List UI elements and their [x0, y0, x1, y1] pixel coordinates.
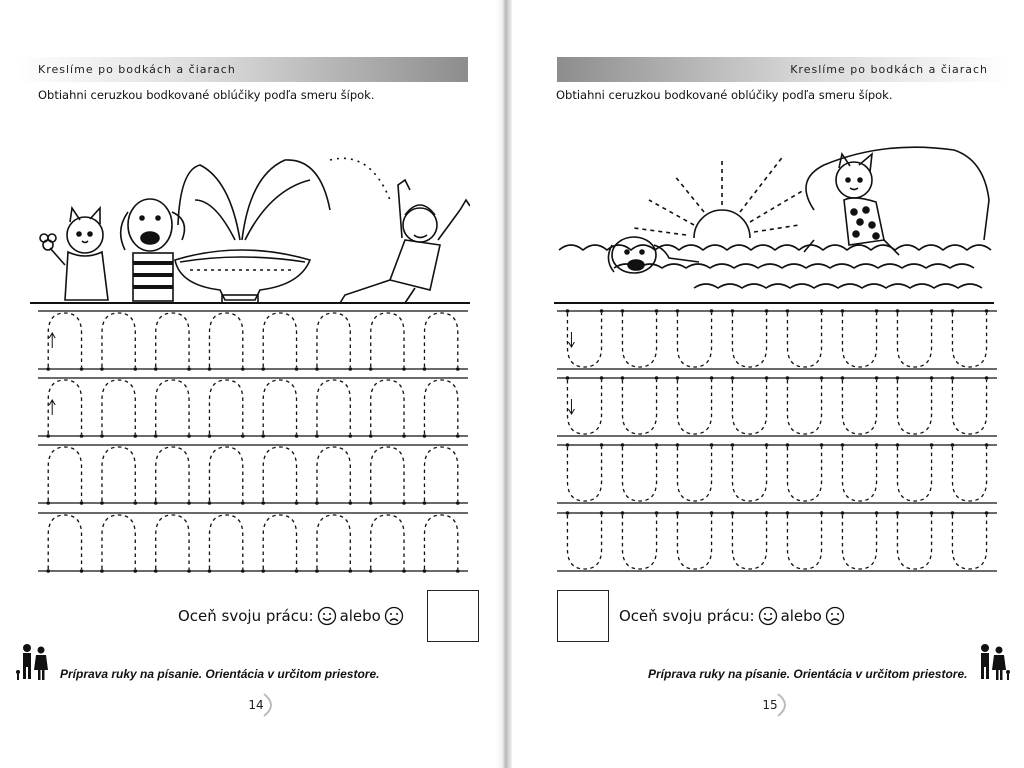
start-dot — [154, 501, 158, 505]
start-dot — [731, 511, 735, 515]
dotted-arch[interactable] — [317, 515, 350, 569]
dotted-arch[interactable] — [48, 380, 81, 434]
start-dot — [261, 367, 265, 371]
start-dot — [154, 367, 158, 371]
start-dot — [841, 376, 845, 380]
end-dot — [765, 443, 769, 447]
dotted-arch[interactable] — [677, 380, 711, 434]
end-dot — [80, 434, 84, 438]
end-dot — [930, 443, 934, 447]
end-dot — [456, 501, 460, 505]
end-dot — [402, 367, 406, 371]
end-dot — [187, 367, 191, 371]
start-dot — [786, 443, 790, 447]
header-title: Kreslíme po bodkách a čiarach — [790, 63, 988, 76]
start-dot — [100, 434, 104, 438]
start-dot — [100, 367, 104, 371]
instruction-text: Obtiahni ceruzkou bodkované oblúčiky podľa smeru šípok. — [556, 88, 893, 102]
end-dot — [187, 569, 191, 573]
end-dot — [930, 376, 934, 380]
end-dot — [348, 367, 352, 371]
end-dot — [875, 376, 879, 380]
end-dot — [402, 501, 406, 505]
dotted-arch[interactable] — [732, 515, 766, 569]
dotted-arch[interactable] — [156, 515, 189, 569]
rating-label: Oceň svoju prácu: — [178, 607, 314, 625]
dotted-arch[interactable] — [842, 380, 876, 434]
end-dot — [348, 434, 352, 438]
end-dot — [820, 376, 824, 380]
end-dot — [133, 367, 137, 371]
start-dot — [621, 443, 625, 447]
start-dot — [208, 434, 212, 438]
start-dot — [896, 376, 900, 380]
dotted-arch[interactable] — [622, 447, 656, 501]
end-dot — [875, 443, 879, 447]
dotted-arch[interactable] — [156, 380, 189, 434]
start-dot — [315, 569, 319, 573]
dotted-arch[interactable] — [787, 447, 821, 501]
page-number-arc — [748, 692, 792, 718]
dotted-arch[interactable] — [156, 447, 189, 501]
sad-face-icon[interactable] — [825, 606, 845, 626]
start-dot — [261, 434, 265, 438]
start-dot — [896, 443, 900, 447]
dotted-arch[interactable] — [102, 447, 135, 501]
seaside-illustration — [554, 140, 994, 310]
footer-caption: Príprava ruky na písanie. Orientácia v určitom priestore. — [60, 667, 380, 681]
dotted-arch[interactable] — [842, 515, 876, 569]
direction-arrow-icon — [49, 333, 55, 348]
sad-face-icon[interactable] — [384, 606, 404, 626]
end-dot — [820, 511, 824, 515]
book-spine — [496, 0, 512, 768]
start-dot — [369, 367, 373, 371]
end-dot — [985, 443, 989, 447]
start-dot — [46, 434, 50, 438]
end-dot — [348, 501, 352, 505]
end-dot — [295, 569, 299, 573]
end-dot — [348, 569, 352, 573]
start-dot — [208, 501, 212, 505]
start-dot — [731, 443, 735, 447]
children-icon — [14, 640, 54, 684]
end-dot — [80, 569, 84, 573]
tracing-grid — [38, 303, 468, 578]
end-dot — [765, 309, 769, 313]
dotted-arch[interactable] — [317, 447, 350, 501]
dotted-arch[interactable] — [567, 447, 601, 501]
rating-box[interactable] — [427, 590, 479, 642]
dotted-arch[interactable] — [263, 515, 296, 569]
end-dot — [985, 309, 989, 313]
end-dot — [402, 434, 406, 438]
page-header — [18, 57, 468, 82]
start-dot — [423, 434, 427, 438]
dotted-arch[interactable] — [209, 380, 242, 434]
dotted-arch[interactable] — [209, 515, 242, 569]
left-page — [0, 0, 500, 768]
start-dot — [951, 443, 955, 447]
end-dot — [710, 511, 714, 515]
start-dot — [676, 511, 680, 515]
start-dot — [261, 569, 265, 573]
end-dot — [456, 367, 460, 371]
end-dot — [655, 376, 659, 380]
start-dot — [315, 501, 319, 505]
end-dot — [820, 443, 824, 447]
end-dot — [655, 309, 659, 313]
start-dot — [315, 434, 319, 438]
dotted-arch[interactable] — [897, 515, 931, 569]
start-dot — [676, 376, 680, 380]
start-dot — [208, 367, 212, 371]
start-dot — [423, 569, 427, 573]
end-dot — [985, 376, 989, 380]
start-dot — [369, 501, 373, 505]
dotted-arch[interactable] — [842, 313, 876, 367]
start-dot — [566, 511, 570, 515]
footer-caption: Príprava ruky na písanie. Orientácia v určitom priestore. — [648, 667, 968, 681]
dotted-arch[interactable] — [48, 447, 81, 501]
dotted-arch[interactable] — [952, 313, 986, 367]
start-dot — [731, 309, 735, 313]
dotted-arch[interactable] — [897, 313, 931, 367]
end-dot — [820, 309, 824, 313]
dotted-arch[interactable] — [424, 313, 457, 367]
dotted-arch[interactable] — [787, 515, 821, 569]
start-dot — [621, 511, 625, 515]
start-dot — [566, 376, 570, 380]
direction-arrow-icon — [568, 399, 574, 414]
dotted-arch[interactable] — [567, 380, 601, 434]
end-dot — [241, 569, 245, 573]
dotted-arch[interactable] — [952, 447, 986, 501]
end-dot — [241, 434, 245, 438]
smiley-face-icon[interactable] — [758, 606, 778, 626]
smiley-face-icon[interactable] — [317, 606, 337, 626]
start-dot — [951, 376, 955, 380]
dotted-arch[interactable] — [732, 380, 766, 434]
dotted-arch[interactable] — [622, 380, 656, 434]
dotted-arch[interactable] — [424, 515, 457, 569]
end-dot — [295, 434, 299, 438]
start-dot — [951, 309, 955, 313]
end-dot — [80, 501, 84, 505]
start-dot — [261, 501, 265, 505]
page-number-text: 14 — [248, 698, 264, 712]
rating-or: alebo — [339, 607, 381, 625]
start-dot — [154, 434, 158, 438]
start-dot — [786, 376, 790, 380]
dotted-arch[interactable] — [102, 380, 135, 434]
page-number — [748, 692, 792, 718]
dotted-arch[interactable] — [952, 515, 986, 569]
dotted-arch[interactable] — [622, 313, 656, 367]
dotted-arch[interactable] — [263, 447, 296, 501]
dotted-arch[interactable] — [317, 380, 350, 434]
dotted-arch[interactable] — [842, 447, 876, 501]
start-dot — [841, 511, 845, 515]
end-dot — [655, 443, 659, 447]
dotted-arch[interactable] — [317, 313, 350, 367]
dotted-arch[interactable] — [102, 313, 135, 367]
tracing-grid — [557, 303, 997, 578]
dotted-arch[interactable] — [102, 515, 135, 569]
dotted-arch[interactable] — [952, 380, 986, 434]
rating-label: Oceň svoju prácu: — [619, 607, 755, 625]
dotted-arch[interactable] — [48, 515, 81, 569]
start-dot — [621, 376, 625, 380]
start-dot — [100, 569, 104, 573]
page-number — [234, 692, 278, 718]
start-dot — [951, 511, 955, 515]
dotted-arch[interactable] — [787, 380, 821, 434]
end-dot — [600, 443, 604, 447]
dotted-arch[interactable] — [371, 380, 404, 434]
self-rating — [557, 590, 848, 642]
end-dot — [875, 309, 879, 313]
dotted-arch[interactable] — [677, 447, 711, 501]
start-dot — [896, 511, 900, 515]
dotted-arch[interactable] — [567, 313, 601, 367]
start-dot — [896, 309, 900, 313]
end-dot — [600, 376, 604, 380]
start-dot — [731, 376, 735, 380]
header-title: Kreslíme po bodkách a čiarach — [38, 63, 236, 76]
page-header — [557, 57, 1010, 82]
dotted-arch[interactable] — [156, 313, 189, 367]
start-dot — [100, 501, 104, 505]
fountain-illustration — [30, 140, 470, 310]
end-dot — [187, 434, 191, 438]
dotted-arch[interactable] — [677, 515, 711, 569]
start-dot — [676, 443, 680, 447]
start-dot — [786, 309, 790, 313]
end-dot — [133, 569, 137, 573]
dotted-arch[interactable] — [263, 313, 296, 367]
end-dot — [295, 367, 299, 371]
dotted-arch[interactable] — [622, 515, 656, 569]
start-dot — [676, 309, 680, 313]
rating-or: alebo — [780, 607, 822, 625]
start-dot — [369, 434, 373, 438]
end-dot — [710, 443, 714, 447]
start-dot — [566, 309, 570, 313]
dotted-arch[interactable] — [732, 313, 766, 367]
start-dot — [46, 367, 50, 371]
end-dot — [80, 367, 84, 371]
start-dot — [423, 367, 427, 371]
end-dot — [765, 511, 769, 515]
end-dot — [295, 501, 299, 505]
dotted-arch[interactable] — [897, 447, 931, 501]
dotted-arch[interactable] — [567, 515, 601, 569]
end-dot — [133, 501, 137, 505]
self-rating — [178, 590, 479, 642]
end-dot — [402, 569, 406, 573]
start-dot — [786, 511, 790, 515]
dotted-arch[interactable] — [787, 313, 821, 367]
dotted-arch[interactable] — [371, 515, 404, 569]
end-dot — [985, 511, 989, 515]
start-dot — [315, 367, 319, 371]
instruction-text: Obtiahni ceruzkou bodkované oblúčiky podľa smeru šípok. — [38, 88, 375, 102]
dotted-arch[interactable] — [677, 313, 711, 367]
start-dot — [46, 569, 50, 573]
end-dot — [133, 434, 137, 438]
dotted-arch[interactable] — [209, 313, 242, 367]
end-dot — [600, 309, 604, 313]
right-page — [512, 0, 1024, 768]
end-dot — [456, 434, 460, 438]
end-dot — [875, 511, 879, 515]
start-dot — [841, 443, 845, 447]
dotted-arch[interactable] — [263, 380, 296, 434]
dotted-arch[interactable] — [732, 447, 766, 501]
direction-arrow-icon — [49, 400, 55, 415]
start-dot — [46, 501, 50, 505]
dotted-arch[interactable] — [371, 313, 404, 367]
dotted-arch[interactable] — [424, 380, 457, 434]
start-dot — [369, 569, 373, 573]
dotted-arch[interactable] — [897, 380, 931, 434]
start-dot — [841, 309, 845, 313]
end-dot — [765, 376, 769, 380]
end-dot — [241, 367, 245, 371]
page-number-text: 15 — [762, 698, 778, 712]
end-dot — [456, 569, 460, 573]
end-dot — [710, 376, 714, 380]
children-icon — [972, 640, 1012, 684]
end-dot — [930, 511, 934, 515]
end-dot — [241, 501, 245, 505]
end-dot — [710, 309, 714, 313]
dotted-arch[interactable] — [424, 447, 457, 501]
end-dot — [600, 511, 604, 515]
start-dot — [423, 501, 427, 505]
rating-box[interactable] — [557, 590, 609, 642]
end-dot — [187, 501, 191, 505]
end-dot — [655, 511, 659, 515]
dotted-arch[interactable] — [371, 447, 404, 501]
direction-arrow-icon — [568, 332, 574, 347]
page-number-arc — [234, 692, 278, 718]
start-dot — [621, 309, 625, 313]
start-dot — [208, 569, 212, 573]
start-dot — [566, 443, 570, 447]
dotted-arch[interactable] — [48, 313, 81, 367]
end-dot — [930, 309, 934, 313]
dotted-arch[interactable] — [209, 447, 242, 501]
start-dot — [154, 569, 158, 573]
